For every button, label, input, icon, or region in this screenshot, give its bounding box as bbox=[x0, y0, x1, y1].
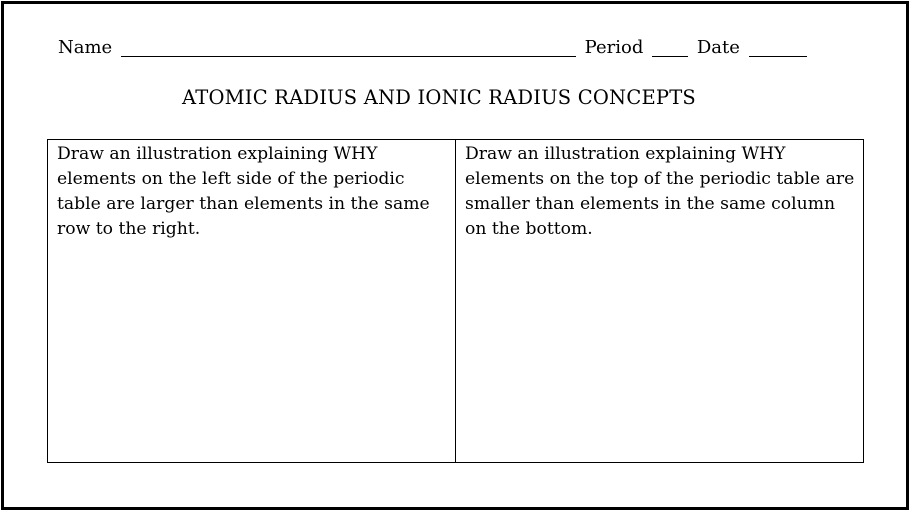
illustration-box-left[interactable] bbox=[48, 140, 455, 462]
period-label: Period bbox=[584, 37, 644, 58]
worksheet-page bbox=[1, 1, 909, 510]
name-label: Name bbox=[58, 37, 113, 58]
student-info-line bbox=[58, 35, 818, 61]
name-blank[interactable] bbox=[121, 38, 576, 57]
period-blank[interactable] bbox=[652, 38, 688, 57]
date-label: Date bbox=[696, 37, 740, 58]
illustration-box-right[interactable] bbox=[455, 140, 863, 462]
page-title: ATOMIC RADIUS AND IONIC RADIUS CONCEPTS bbox=[182, 86, 696, 109]
box-prompt-left: Draw an illustration explaining WHY elements on the left side of the periodic table are larger than elements in the same row to the right. bbox=[57, 144, 430, 239]
date-blank[interactable] bbox=[749, 38, 807, 57]
box-prompt-right: Draw an illustration explaining WHY elements on the top of the periodic table are smaller than elements in the same column on the bottom. bbox=[465, 144, 855, 239]
illustration-grid bbox=[47, 139, 864, 463]
